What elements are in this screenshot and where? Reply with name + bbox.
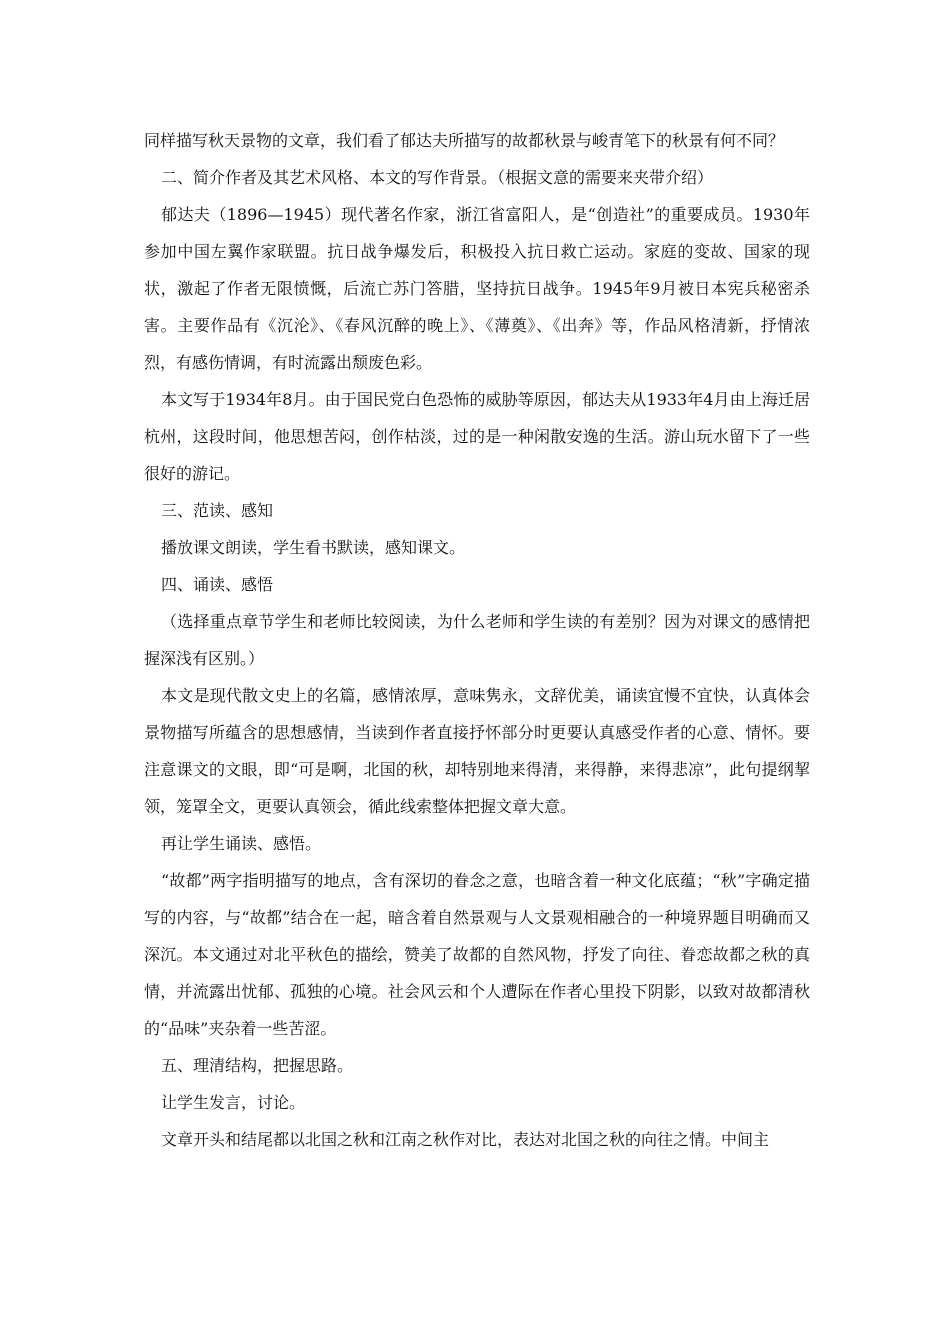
paragraph-title-meaning: “故都”两字指明描写的地点，含有深切的眷念之意，也暗含着一种文化底蕴；“秋”字确定描写的内容，与“故都”结合在一起，暗含着自然景观与人文景观相融合的一种境界题目明确而又深沉。本文通过对北平秋色的描绘，赞美了故都的自然风物，抒发了向往、眷恋故都之秋的真情，并流露出忧郁、孤独的心境。社会风云和个人遭际在作者心里投下阴影，以致对故都清秋的“品味”夹杂着一些苦涩。 bbox=[144, 871, 810, 1038]
paragraph-model-reading: 播放课文朗读，学生看书默读，感知课文。 bbox=[161, 538, 466, 557]
section-heading-model-reading: 三、范读、感知 bbox=[161, 501, 274, 520]
paragraph-writing-background: 本文写于1934年8月。由于国民党白色恐怖的威胁等原因，郁达夫从1933年4月由上海迁居杭州，这段时间，他思想苦闷，创作枯淡，过的是一种闲散安逸的生活。游山玩水留下了一些很好的游记。 bbox=[144, 390, 810, 483]
paragraph-student-recitation: 再让学生诵读、感悟。 bbox=[161, 834, 322, 853]
paragraph-intro-question: 同样描写秋天景物的文章，我们看了郁达夫所描写的故都秋景与峻青笔下的秋景有何不同？ bbox=[144, 131, 785, 150]
section-heading-recitation: 四、诵读、感悟 bbox=[161, 575, 274, 594]
document-body bbox=[144, 122, 810, 1158]
paragraph-text-analysis: 本文是现代散文史上的名篇，感情浓厚，意味隽永，文辞优美，诵读宜慢不宜快，认真体会景物描写所蕴含的思想感情，当读到作者直接抒怀部分时更要认真感受作者的心意、情怀。要注意课文的文眼，即“可是啊，北国的秋，却特别地来得清，来得静，来得悲凉”，此句提纲挈领，笼罩全文，更要认真领会，循此线索整体把握文章大意。 bbox=[144, 686, 810, 816]
section-heading-author-background: 二、简介作者及其艺术风格、本文的写作背景。（根据文意的需要来夹带介绍） bbox=[161, 168, 714, 187]
paragraph-structure-analysis: 文章开头和结尾都以北国之秋和江南之秋作对比，表达对北国之秋的向往之情。中间主 bbox=[161, 1130, 770, 1149]
paragraph-author-bio: 郁达夫（1896—1945）现代著名作家，浙江省富阳人，是“创造社”的重要成员。1930年参加中国左翼作家联盟。抗日战争爆发后，积极投入抗日救亡运动。家庭的变故、国家的现状，激起了作者无限愤慨，后流亡苏门答腊，坚持抗日战争。1945年9月被日本宪兵秘密杀害。主要作品有《沉沦》、《春风沉醉的晚上》、《薄奠》、《出奔》等，作品风格清新，抒情浓烈，有感伤情调，有时流露出颓废色彩。 bbox=[144, 205, 810, 372]
paragraph-discussion: 让学生发言，讨论。 bbox=[161, 1093, 306, 1112]
paragraph-comparison-reading: （选择重点章节学生和老师比较阅读，为什么老师和学生读的有差别？因为对课文的感情把握深浅有区别。） bbox=[144, 612, 810, 668]
section-heading-structure: 五、理清结构，把握思路。 bbox=[161, 1056, 354, 1075]
